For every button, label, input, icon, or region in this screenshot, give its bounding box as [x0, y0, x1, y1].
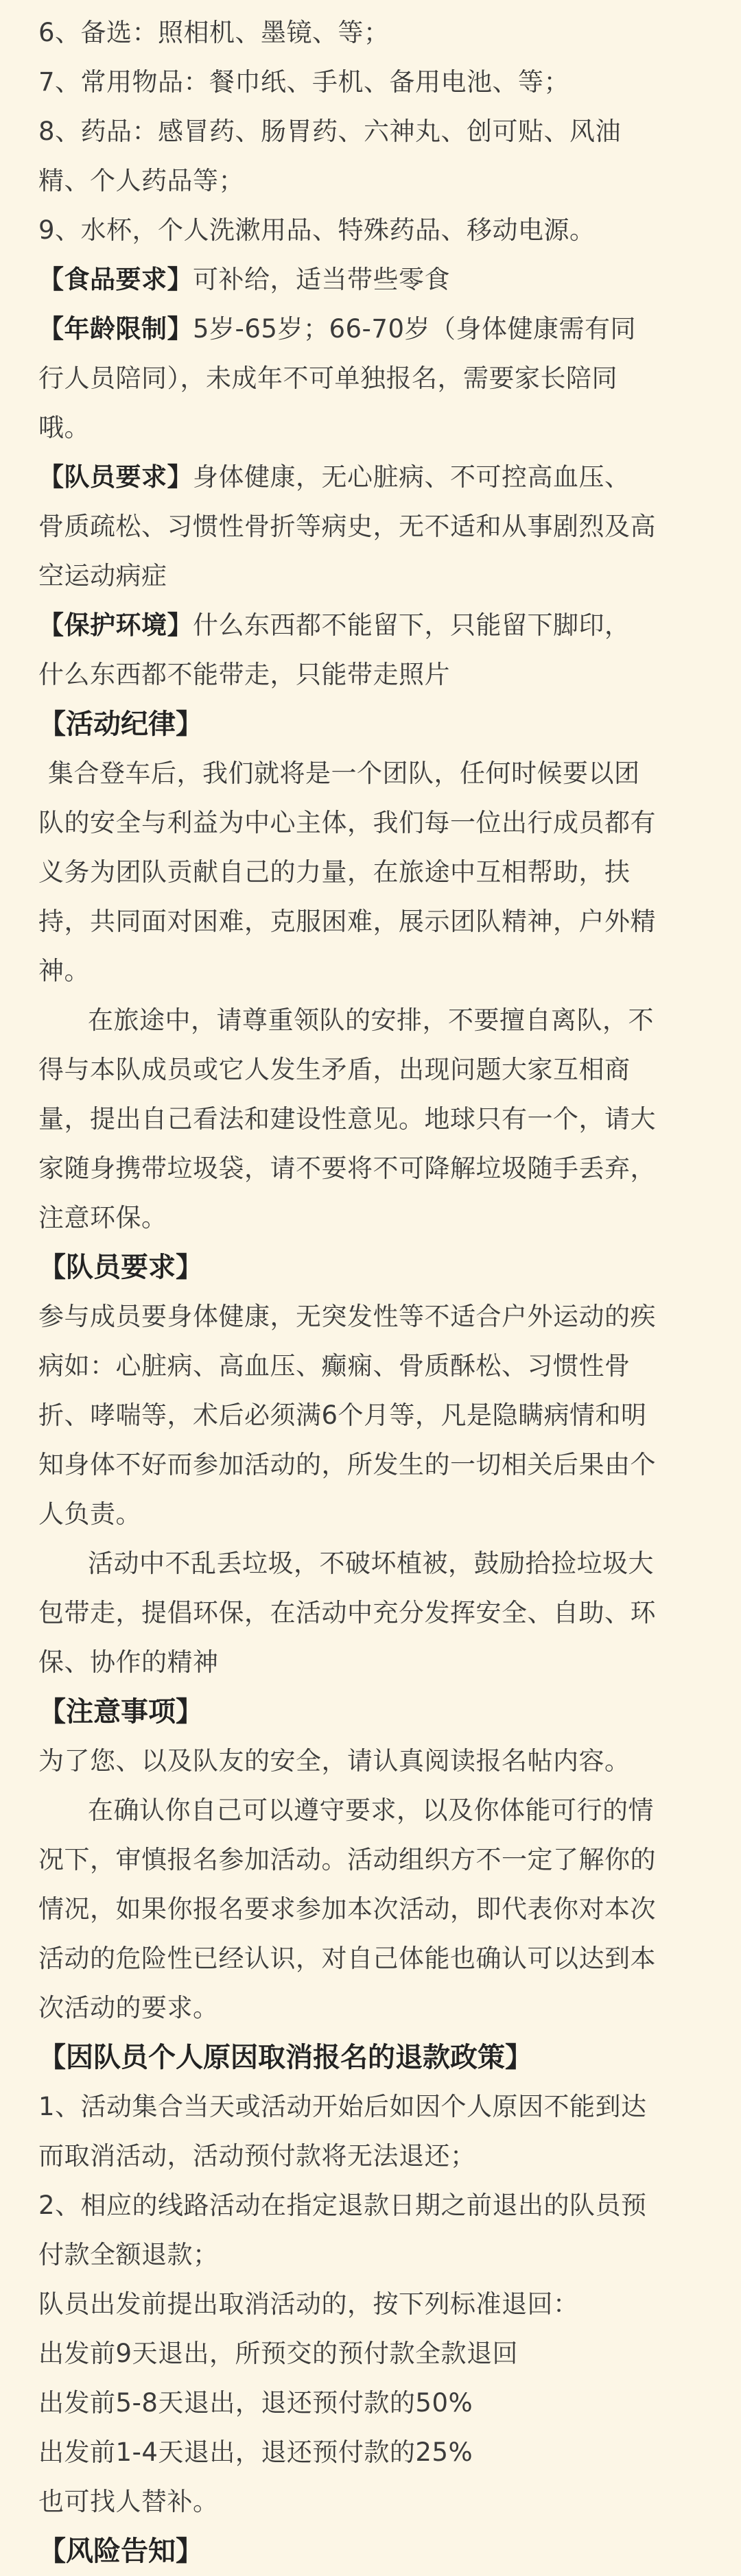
refund-item-2-line-2: 付款全额退款； — [38, 2240, 219, 2269]
env-heading: 【保护环境】 — [38, 610, 193, 640]
discipline-heading: 【活动纪律】 — [38, 708, 203, 740]
age-limit-line-2: 行人员陪同），未成年不可单独报名，需要家长陪同 — [38, 363, 618, 393]
refund-substitute: 也可找人替补。 — [38, 2487, 219, 2516]
refund-item-1-line-1: 1、活动集合当天或活动开始后如因个人原因不能到达 — [38, 2092, 647, 2121]
refund-item-1-line-2: 而取消活动，活动预付款将无法退还； — [38, 2141, 476, 2171]
notes-p2-line-2: 况下，审慎报名参加活动。活动组织方不一定了解你的 — [38, 1845, 656, 1874]
notes-p2-line-4: 活动的危险性已经认识，对自己体能也确认可以达到本 — [38, 1944, 656, 1973]
notes-p2-line-5: 次活动的要求。 — [38, 1993, 219, 2023]
env-line-1 — [38, 601, 703, 650]
member-req2-p1-line-5: 人负责。 — [38, 1499, 141, 1529]
food-text: 可补给，适当带些零食 — [193, 265, 450, 294]
age-text-1: 5岁-65岁；66-70岁（身体健康需有同 — [193, 314, 636, 344]
discipline-p1-line-3: 义务为团队贡献自己的力量，在旅途中互相帮助，扶 — [38, 857, 631, 887]
food-requirement — [38, 255, 703, 305]
prep-item-8-line-1: 8、药品：感冒药、肠胃药、六神丸、创可贴、风油 — [38, 117, 622, 146]
discipline-p1-line-1: 集合登车后，我们就将是一个团队，任何时候要以团 — [48, 759, 640, 788]
refund-standard-intro: 队员出发前提出取消活动的，按下列标准退回： — [38, 2289, 579, 2319]
env-text-1: 什么东西都不能留下，只能留下脚印， — [193, 610, 631, 640]
member-req-line-2: 骨质疏松、习惯性骨折等病史，无不适和从事剧烈及高 — [38, 512, 656, 541]
discipline-p2-line-2: 得与本队成员或它人发生矛盾，出现问题大家互相商 — [38, 1055, 631, 1084]
member-req2-heading: 【队员要求】 — [38, 1252, 203, 1283]
member-req-line-3: 空运动病症 — [38, 561, 167, 591]
notes-line-1: 为了您、以及队友的安全，请认真阅读报名帖内容。 — [38, 1746, 631, 1776]
age-limit-line-1 — [38, 305, 703, 354]
member-req2-p1-line-2: 病如：心脏病、高血压、癫痫、骨质酥松、习惯性骨 — [38, 1351, 631, 1381]
refund-1-4-days: 出发前1-4天退出，退还预付款的25% — [38, 2437, 473, 2467]
discipline-p1-line-5: 神。 — [38, 956, 90, 986]
member-req2-p2-line-1: 活动中不乱丢垃圾，不破坏植被，鼓励拾捡垃圾大 — [88, 1549, 654, 1578]
refund-9-days: 出发前9天退出，所预交的预付款全款退回 — [38, 2339, 519, 2368]
prep-item-6: 6、备选：照相机、墨镜、等； — [38, 18, 390, 47]
discipline-p1-line-2: 队的安全与利益为中心主体，我们每一位出行成员都有 — [38, 808, 656, 837]
refund-5-8-days: 出发前5-8天退出，退还预付款的50% — [38, 2388, 473, 2418]
member-req2-p1-line-4: 知身体不好而参加活动的，所发生的一切相关后果由个 — [38, 1450, 656, 1479]
prep-item-9: 9、水杯，个人洗漱用品、特殊药品、移动电源。 — [38, 215, 596, 245]
member-req-line-1 — [38, 453, 703, 502]
food-heading: 【食品要求】 — [38, 265, 193, 294]
age-heading: 【年龄限制】 — [38, 314, 193, 344]
discipline-p2-line-1: 在旅途中，请尊重领队的安排，不要擅自离队，不 — [88, 1005, 654, 1035]
prep-item-8-line-2: 精、个人药品等； — [38, 166, 244, 195]
discipline-p2-line-3: 量，提出自己看法和建设性意见。地球只有一个，请大 — [38, 1104, 656, 1134]
discipline-p2-line-5: 注意环保。 — [38, 1203, 167, 1232]
member-req2-p1-line-3: 折、哮喘等，术后必须满6个月等，凡是隐瞒病情和明 — [38, 1400, 647, 1430]
notes-p2-line-1: 在确认你自己可以遵守要求，以及你体能可行的情 — [88, 1796, 654, 1825]
member-req2-p1-line-1: 参与成员要身体健康，无突发性等不适合户外运动的疾 — [38, 1302, 656, 1331]
discipline-p2-line-4: 家随身携带垃圾袋，请不要将不可降解垃圾随手丢弃， — [38, 1154, 656, 1183]
notes-p2-line-3: 情况，如果你报名要求参加本次活动，即代表你对本次 — [38, 1894, 656, 1924]
risk-heading: 【风险告知】 — [38, 2536, 203, 2567]
member-req2-p2-line-3: 保、协作的精神 — [38, 1647, 219, 1677]
refund-item-2-line-1: 2、相应的线路活动在指定退款日期之前退出的队员预 — [38, 2191, 647, 2220]
env-line-2: 什么东西都不能带走，只能带走照片 — [38, 660, 450, 689]
member-req2-p2-line-2: 包带走，提倡环保，在活动中充分发挥安全、自助、环 — [38, 1598, 656, 1627]
prep-item-7: 7、常用物品：餐巾纸、手机、备用电池、等； — [38, 67, 570, 97]
refund-heading: 【因队员个人原因取消报名的退款政策】 — [38, 2042, 532, 2073]
age-limit-line-3: 哦。 — [38, 413, 90, 442]
notes-heading: 【注意事项】 — [38, 1696, 203, 1728]
discipline-p1-line-4: 持，共同面对困难，克服困难，展示团队精神，户外精 — [38, 907, 656, 936]
member-req-text-1: 身体健康，无心脏病、不可控高血压、 — [193, 462, 631, 492]
member-req-heading: 【队员要求】 — [38, 462, 193, 492]
